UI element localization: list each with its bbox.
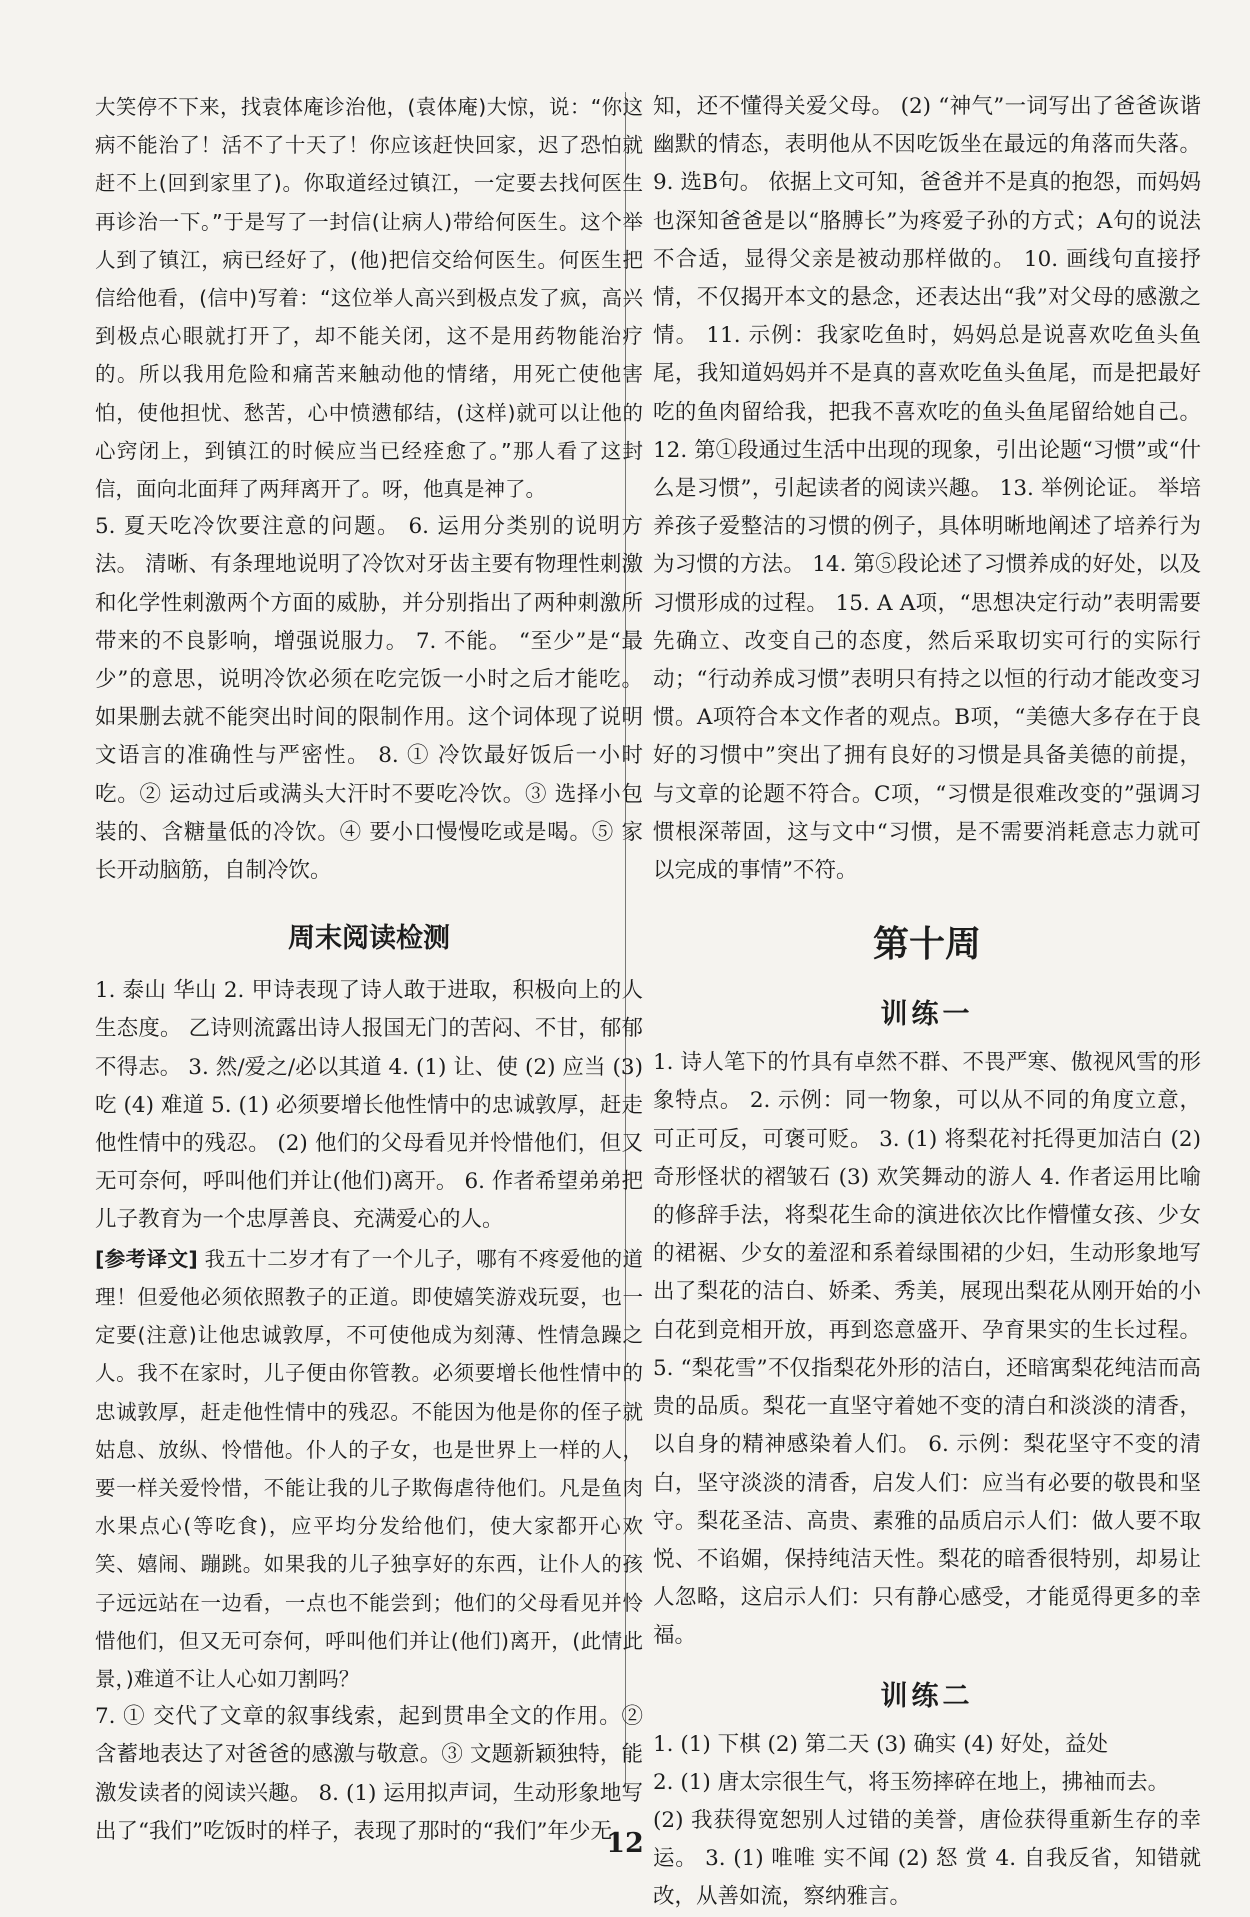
right-column xyxy=(653,88,1201,1917)
drill-two-line-2: 2. (1) 唐太宗很生气，将玉笏摔碎在地上，拂袖而去。 xyxy=(653,1769,1170,1795)
answers-7-8: 7. ① 交代了文章的叙事线索，起到贯串全文的作用。② 含蓄地表达了对爸爸的感激与敬意。③ 文题新颖独特，能激发读者的阅读兴趣。 8. (1) 运用拟声词，生动形象地写出了“我们”吃饭时的样子，表现了那时的“我们”年少无 xyxy=(95,1704,643,1844)
answers-continued: 知，还不懂得关爱父母。 (2) “神气”一词写出了爸爸诙谐幽默的情态，表明他从不因吃饭坐在最远的角落而失落。 9. 选B句。 依据上文可知，爸爸并不是真的抱怨，而妈妈也深知爸爸是以“胳膊长”为疼爱子孙的方式；A句的说法不合适，显得父亲是被动那样做的。 10. 画线句直接抒情，不仅揭开本文的悬念，还表达出“我”对父母的感激之情。 11. 示例：我家吃鱼时，妈妈总是说喜欢吃鱼头鱼尾，我知道妈妈并不是真的喜欢吃鱼头鱼尾，而是把最好吃的鱼肉留给我，把我不喜欢吃的鱼头鱼尾留给她自己。 12. 第①段通过生活中出现的现象，引出论题“习惯”或“什么是习惯”，引起读者的阅读兴趣。 13. 举例论证。 举培养孩子爱整洁的习惯的例子，具体明晰地阐述了培养行为为习惯的方法。 14. 第⑤段论述了习惯养成的好处，以及习惯形成的过程。 15. A A项，“思想决定行动”表明需要先确立、改变自己的态度，然后采取切实可行的实际行动；“行动养成习惯”表明只有持之以恒的行动才能改变习惯。A项符合本文作者的观点。B项，“美德大多存在于良好的习惯中”突出了拥有良好的习惯是具备美德的前提，与文章的论题不符合。C项，“习惯是很难改变的”强调习惯根深蒂固，这与文中“习惯，是不需要消耗意志力就可以完成的事情”不符。 xyxy=(653,94,1201,884)
drill-two-line-1: 1. (1) 下棋 (2) 第二天 (3) 确实 (4) 好处，益处 xyxy=(653,1731,1109,1757)
page-number: 12 xyxy=(606,1828,644,1859)
answers-5-8: 5. 夏天吃冷饮要注意的问题。 6. 运用分类别的说明方法。 清晰、有条理地说明了冷饮对牙齿主要有物理性刺激和化学性刺激两个方面的威胁，并分别指出了两种刺激所带来的不良影响，增强说服力。 7. 不能。 “至少”是“最少”的意思，说明冷饮必须在吃完饭一小时之后才能吃。如果删去就不能突出时间的限制作用。这个词体现了说明文语言的准确性与严密性。 8. ① 冷饮最好饭后一小时吃。② 运动过后或满头大汗时不要吃冷饮。③ 选择小包装的、含糖量低的冷饮。④ 要小口慢慢吃或是喝。⑤ 家长开动脑筋，自制冷饮。 xyxy=(95,514,643,884)
weekend-answers: 1. 泰山 华山 2. 甲诗表现了诗人敢于进取，积极向上的人生态度。 乙诗则流露出诗人报国无门的苦闷、不甘，郁郁不得志。 3. 然/爱之/必以其道 4. (1) 让、使 (2) 应当 (3) 吃 (4) 难道 5. (1) 必须要增长他性情中的忠诚敦厚，赶走他性情中的残忍。 (2) 他们的父母看见并怜惜他们，但又无可奈何，呼叫他们并让(他们)离开。 6. 作者希望弟弟把儿子教育为一个忠厚善良、充满爱心的人。 xyxy=(95,978,643,1233)
drill-two-title: 训练二 xyxy=(880,1680,974,1712)
reference-translation xyxy=(95,1240,643,1698)
drill-two-line-3: (2) 我获得宽恕别人过错的美誉，唐俭获得重新生存的幸运。 3. (1) 唯唯 实不闻 (2) 怒 赏 4. 自我反省，知错就改，从善如流，察纳雅言。 xyxy=(653,1807,1201,1910)
drill-one-answers: 1. 诗人笔下的竹具有卓然不群、不畏严寒、傲视风雪的形象特点。 2. 示例：同一物象，可以从不同的角度立意，可正可反，可褒可贬。 3. (1) 将梨花衬托得更加洁白 (2) 奇形怪状的褶皱石 (3) 欢笑舞动的游人 4. 作者运用比喻的修辞手法，将梨花生命的演进依次比作懵懂女孩、少女的裙裾、少女的羞涩和系着绿围裙的少妇，生动形象地写出了梨花的洁白、娇柔、秀美，展现出梨花从刚开始的小白花到竞相开放，再到恣意盛开、孕育果实的生长过程。 5. “梨花雪”不仅指梨花外形的洁白，还暗寓梨花纯洁而高贵的品质。梨花一直坚守着她不变的清白和淡淡的清香，以自身的精神感染着人们。 6. 示例：梨花坚守不变的清白，坚守淡淡的清香，启发人们：应当有必要的敬畏和坚守。梨花圣洁、高贵、素雅的品质启示人们：做人要不取悦、不谄媚，保持纯洁天性。梨花的暗香很特别，却易让人忽略，这启示人们：只有静心感受，才能觅得更多的幸福。 xyxy=(653,1050,1201,1649)
left-column xyxy=(95,88,643,1851)
reference-text: 我五十二岁才有了一个儿子，哪有不疼爱他的道理！但爱他必须依照教子的正道。即使嬉笑游戏玩耍，也一定要(注意)让他忠诚敦厚，不可使他成为刻薄、性情急躁之人。我不在家时，儿子便由你管教。必须要增长他性情中的忠诚敦厚，赶走他性情中的残忍。不能因为他是你的侄子就姑息、放纵、怜惜他。仆人的子女，也是世界上一样的人，要一样关爱怜惜，不能让我的儿子欺侮虐待他们。凡是鱼肉水果点心(等吃食)，应平均分发给他们，使大家都开心欢笑、嬉闹、蹦跳。如果我的儿子独享好的东西，让仆人的孩子远远站在一边看，一点也不能尝到；他们的父母看见并怜惜他们，但又无可奈何，呼叫他们并让(他们)离开，(此情此景，)难道不让人心如刀割吗？ xyxy=(95,1246,644,1691)
weekend-reading-title: 周末阅读检测 xyxy=(288,923,450,955)
week-title: 第十周 xyxy=(872,924,981,966)
reference-label: [参考译文] xyxy=(95,1246,198,1271)
drill-one-title: 训练一 xyxy=(880,999,974,1031)
translation-continued: 大笑停不下来，找袁体庵诊治他，(袁体庵)大惊，说：“你这病不能治了！活不了十天了！你应该赶快回家，迟了恐怕就赶不上(回到家里了)。你取道经过镇江，一定要去找何医生再诊治一下。”于是写了一封信(让病人)带给何医生。这个举人到了镇江，病已经好了，(他)把信交给何医生。何医生把信给他看，(信中)写着：“这位举人高兴到极点发了疯，高兴到极点心眼就打开了，却不能关闭，这不是用药物能治疗的。所以我用危险和痛苦来触动他的情绪，用死亡使他害怕，使他担忧、愁苦，心中愤懑郁结，(这样)就可以让他的心窍闭上，到镇江的时候应当已经痊愈了。”那人看了这封信，面向北面拜了两拜离开了。呀，他真是神了。 xyxy=(95,95,643,502)
